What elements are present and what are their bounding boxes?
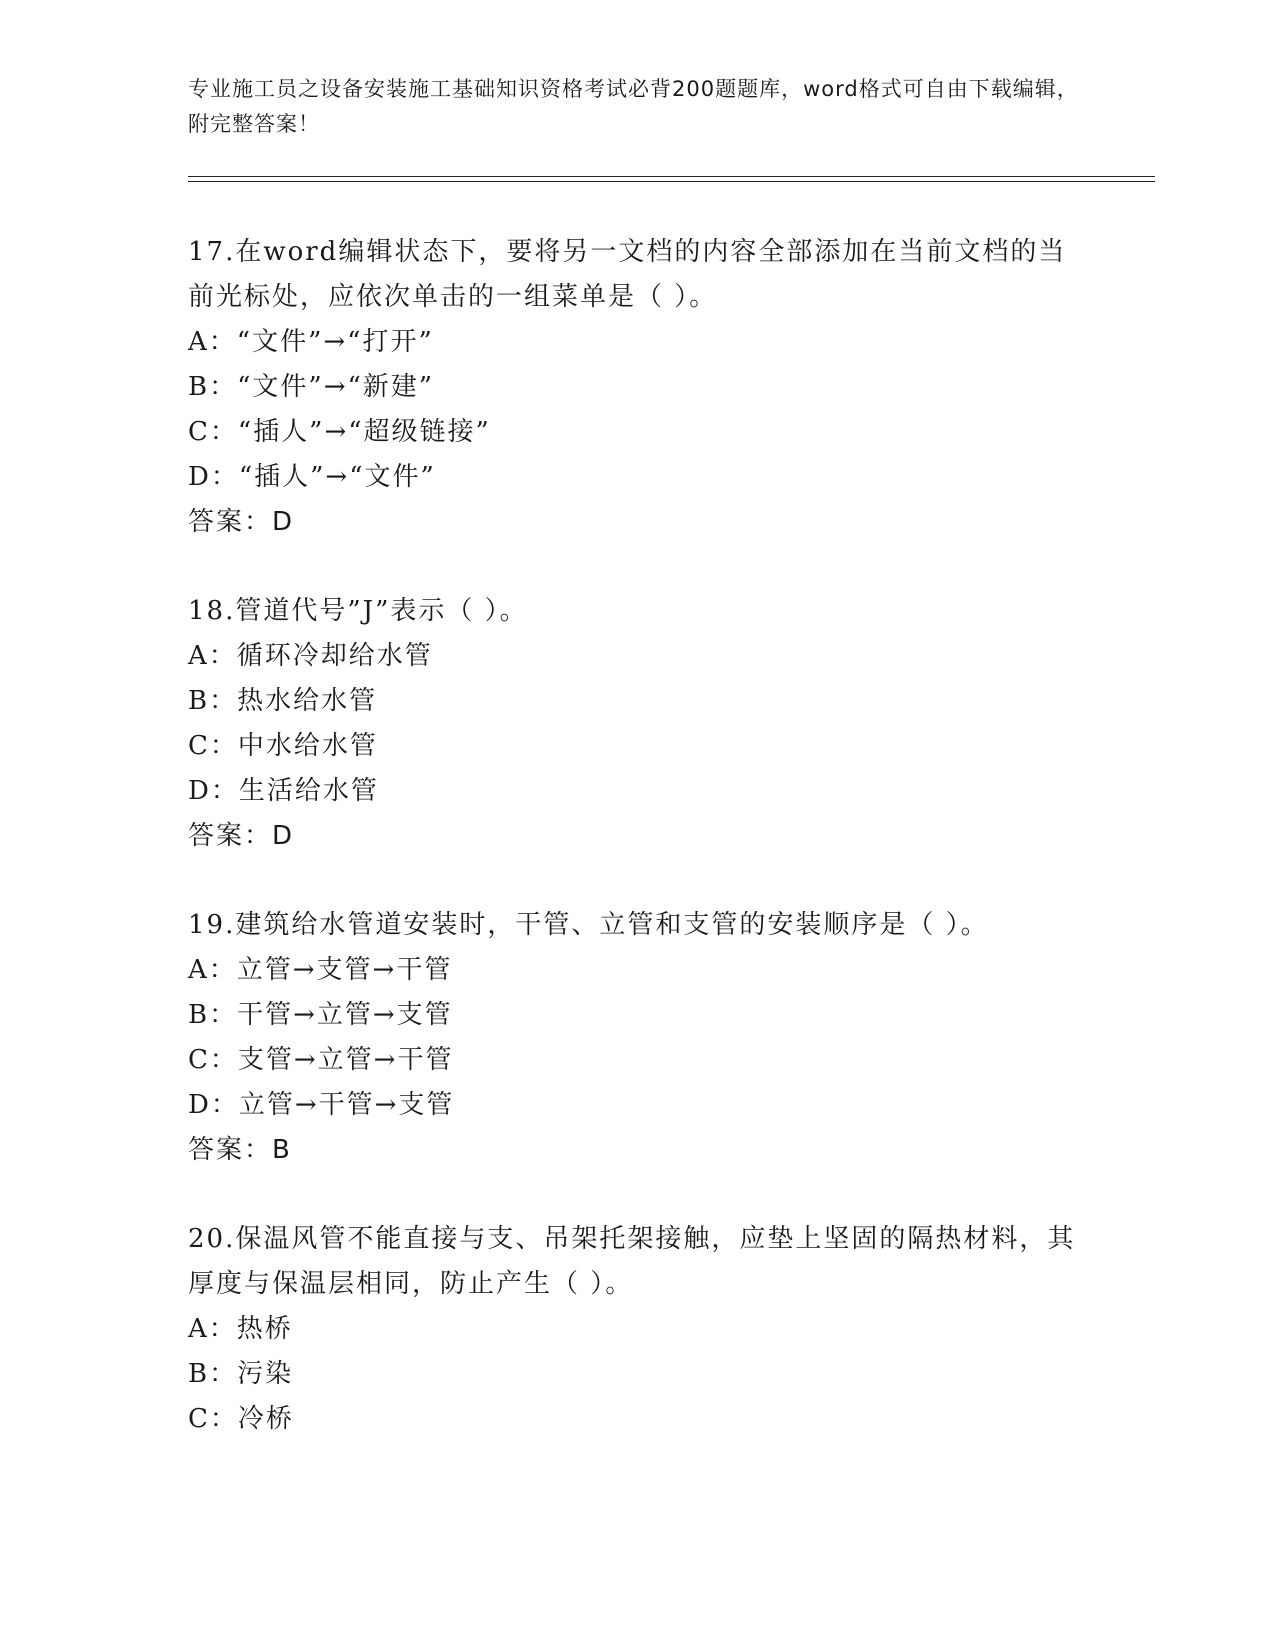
question-text: 18.管道代号”J”表示（ ）。 bbox=[188, 596, 528, 626]
option-d: D：生活给水管 bbox=[188, 776, 379, 806]
option-c: C：中水给水管 bbox=[188, 731, 378, 761]
question-text: 20.保温风管不能直接与支、吊架托架接触，应垫上坚固的隔热材料，其厚度与保温层相同，防止产生（ ）。 bbox=[188, 1224, 1076, 1299]
option-c: C：支管→立管→干管 bbox=[188, 1045, 454, 1075]
option-b: B：干管→立管→支管 bbox=[188, 1000, 453, 1030]
question-20 bbox=[188, 1217, 1088, 1442]
document-header: 专业施工员之设备安装施工基础知识资格考试必背200题题库，word格式可自由下载编辑，附完整答案！ bbox=[188, 77, 1079, 136]
option-a: A：立管→支管→干管 bbox=[188, 955, 453, 985]
option-c: C：“插人”→“超级链接” bbox=[188, 417, 491, 447]
question-19 bbox=[188, 903, 1088, 1173]
option-c: C：冷桥 bbox=[188, 1404, 294, 1434]
option-a: A：热桥 bbox=[188, 1314, 293, 1344]
answer-line: 答案：B bbox=[188, 1135, 292, 1165]
question-18 bbox=[188, 589, 1088, 859]
header-divider-bottom bbox=[188, 181, 1155, 182]
answer-line: 答案：D bbox=[188, 507, 295, 537]
question-17 bbox=[188, 230, 1088, 545]
question-text: 17.在word编辑状态下，要将另一文档的内容全部添加在当前文档的当前光标处，应依次单击的一组菜单是（ ）。 bbox=[188, 237, 1067, 312]
header-divider-top bbox=[188, 176, 1155, 177]
option-a: A：“文件”→“打开” bbox=[188, 327, 434, 357]
option-d: D：“插人”→“文件” bbox=[188, 462, 436, 492]
option-b: B：污染 bbox=[188, 1359, 294, 1389]
answer-line: 答案：D bbox=[188, 821, 295, 851]
option-a: A：循环冷却给水管 bbox=[188, 641, 433, 671]
question-text: 19.建筑给水管道安装时，干管、立管和支管的安装顺序是（ ）。 bbox=[188, 910, 989, 940]
question-list bbox=[188, 230, 1088, 1486]
option-b: B：热水给水管 bbox=[188, 686, 378, 716]
option-b: B：“文件”→“新建” bbox=[188, 372, 435, 402]
option-d: D：立管→干管→支管 bbox=[188, 1090, 455, 1120]
